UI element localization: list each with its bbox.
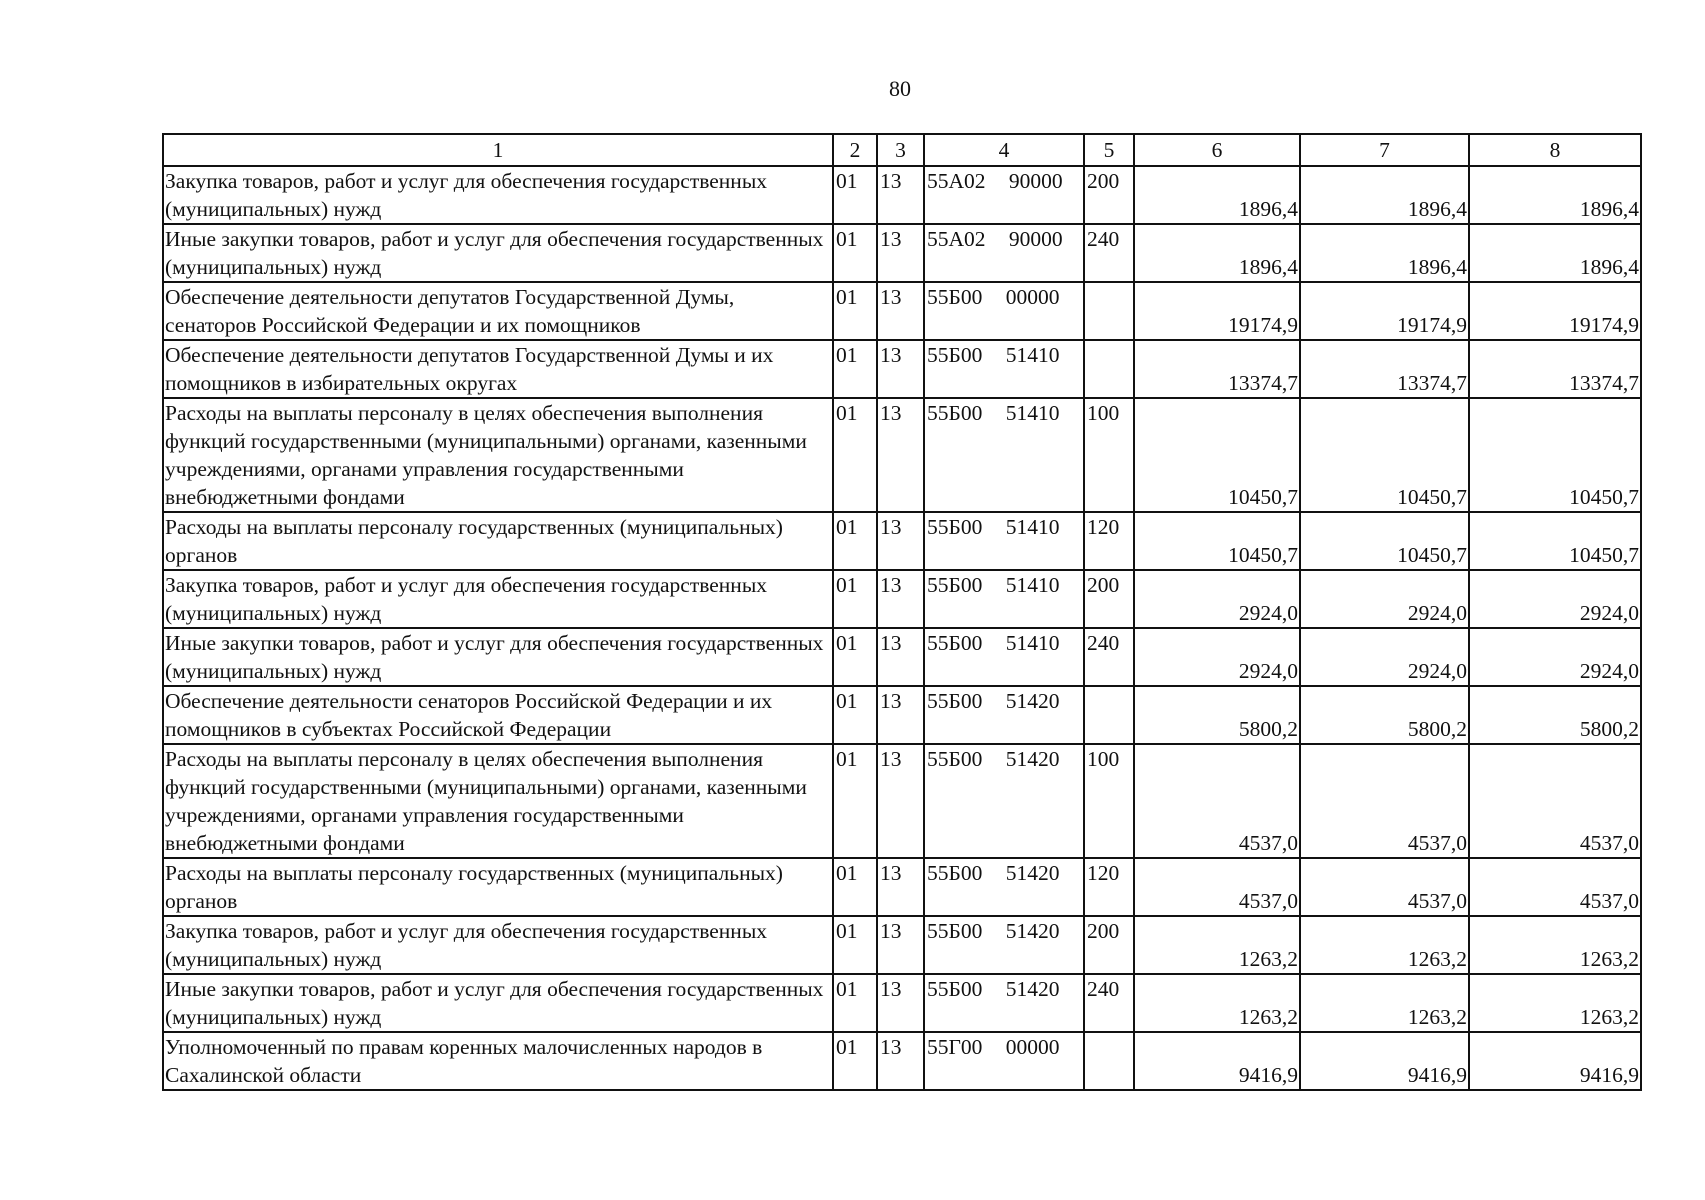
target-article-cell: 55Б00 51420 [924,858,1084,916]
amount-col7-cell: 4537,0 [1300,858,1469,916]
header-cell: 2 [833,134,877,166]
subsection-code-cell: 13 [877,166,924,224]
amount-col8-cell: 13374,7 [1469,340,1641,398]
subsection-code-cell: 13 [877,744,924,858]
amount-col6-cell: 2924,0 [1134,570,1300,628]
amount-col7-cell: 1896,4 [1300,166,1469,224]
header-row [163,134,1641,166]
amount-col8-cell: 1263,2 [1469,916,1641,974]
amount-col6-cell: 1263,2 [1134,916,1300,974]
expense-type-cell: 240 [1084,224,1134,282]
subsection-code-cell: 13 [877,628,924,686]
item-name-cell: Расходы на выплаты персоналу в целях обеспечения выполнения функций государственными (муниципальными) органами, казенными учреждениями, органами управления государственными внебюджетными фондами [163,398,833,512]
table-row [163,628,1641,686]
item-name-cell: Обеспечение деятельности депутатов Государственной Думы и их помощников в избирательных округах [163,340,833,398]
amount-col6-cell: 19174,9 [1134,282,1300,340]
target-article-cell: 55Г00 00000 [924,1032,1084,1090]
section-code-cell: 01 [833,628,877,686]
section-code-cell: 01 [833,744,877,858]
item-name-cell: Закупка товаров, работ и услуг для обеспечения государственных (муниципальных) нужд [163,570,833,628]
section-code-cell: 01 [833,512,877,570]
table-row [163,686,1641,744]
target-article-cell: 55А02 90000 [924,224,1084,282]
amount-col8-cell: 19174,9 [1469,282,1641,340]
amount-col8-cell: 5800,2 [1469,686,1641,744]
table-body [163,166,1641,1090]
expense-type-cell [1084,282,1134,340]
expense-type-cell: 120 [1084,858,1134,916]
table-row [163,166,1641,224]
section-code-cell: 01 [833,974,877,1032]
section-code-cell: 01 [833,282,877,340]
table-row [163,224,1641,282]
section-code-cell: 01 [833,858,877,916]
expense-type-cell: 100 [1084,744,1134,858]
table-row [163,858,1641,916]
target-article-cell: 55Б00 51420 [924,974,1084,1032]
item-name-cell: Закупка товаров, работ и услуг для обеспечения государственных (муниципальных) нужд [163,166,833,224]
section-code-cell: 01 [833,398,877,512]
target-article-cell: 55Б00 00000 [924,282,1084,340]
section-code-cell: 01 [833,686,877,744]
amount-col6-cell: 10450,7 [1134,512,1300,570]
item-name-cell: Расходы на выплаты персоналу государственных (муниципальных) органов [163,858,833,916]
item-name-cell: Иные закупки товаров, работ и услуг для обеспечения государственных (муниципальных) нужд [163,224,833,282]
target-article-cell: 55Б00 51420 [924,686,1084,744]
amount-col6-cell: 4537,0 [1134,858,1300,916]
table-row [163,1032,1641,1090]
table-row [163,974,1641,1032]
amount-col8-cell: 1896,4 [1469,224,1641,282]
section-code-cell: 01 [833,916,877,974]
amount-col8-cell: 2924,0 [1469,570,1641,628]
target-article-cell: 55Б00 51410 [924,570,1084,628]
amount-col8-cell: 10450,7 [1469,512,1641,570]
amount-col6-cell: 2924,0 [1134,628,1300,686]
budget-table [162,133,1642,1091]
item-name-cell: Иные закупки товаров, работ и услуг для обеспечения государственных (муниципальных) нужд [163,974,833,1032]
subsection-code-cell: 13 [877,224,924,282]
amount-col7-cell: 9416,9 [1300,1032,1469,1090]
expense-type-cell: 240 [1084,628,1134,686]
amount-col8-cell: 1263,2 [1469,974,1641,1032]
expense-type-cell: 120 [1084,512,1134,570]
subsection-code-cell: 13 [877,974,924,1032]
amount-col8-cell: 9416,9 [1469,1032,1641,1090]
target-article-cell: 55Б00 51420 [924,916,1084,974]
amount-col6-cell: 10450,7 [1134,398,1300,512]
expense-type-cell: 200 [1084,166,1134,224]
amount-col8-cell: 4537,0 [1469,858,1641,916]
item-name-cell: Уполномоченный по правам коренных малочисленных народов в Сахалинской области [163,1032,833,1090]
amount-col6-cell: 1896,4 [1134,166,1300,224]
expense-type-cell [1084,1032,1134,1090]
target-article-cell: 55Б00 51420 [924,744,1084,858]
header-cell: 1 [163,134,833,166]
subsection-code-cell: 13 [877,398,924,512]
subsection-code-cell: 13 [877,686,924,744]
amount-col7-cell: 19174,9 [1300,282,1469,340]
amount-col7-cell: 2924,0 [1300,628,1469,686]
item-name-cell: Обеспечение деятельности сенаторов Российской Федерации и их помощников в субъектах Российской Федерации [163,686,833,744]
header-cell: 7 [1300,134,1469,166]
amount-col7-cell: 4537,0 [1300,744,1469,858]
target-article-cell: 55Б00 51410 [924,512,1084,570]
page-number: 80 [889,76,911,101]
amount-col8-cell: 4537,0 [1469,744,1641,858]
table-row [163,916,1641,974]
target-article-cell: 55Б00 51410 [924,398,1084,512]
amount-col6-cell: 5800,2 [1134,686,1300,744]
amount-col7-cell: 13374,7 [1300,340,1469,398]
amount-col6-cell: 1263,2 [1134,974,1300,1032]
header-cell: 6 [1134,134,1300,166]
table-row [163,340,1641,398]
subsection-code-cell: 13 [877,512,924,570]
item-name-cell: Обеспечение деятельности депутатов Государственной Думы, сенаторов Российской Федерации и их помощников [163,282,833,340]
section-code-cell: 01 [833,340,877,398]
amount-col7-cell: 10450,7 [1300,398,1469,512]
subsection-code-cell: 13 [877,340,924,398]
target-article-cell: 55А02 90000 [924,166,1084,224]
table-row [163,744,1641,858]
subsection-code-cell: 13 [877,282,924,340]
amount-col7-cell: 1263,2 [1300,916,1469,974]
section-code-cell: 01 [833,570,877,628]
section-code-cell: 01 [833,166,877,224]
header-cell: 3 [877,134,924,166]
amount-col7-cell: 1263,2 [1300,974,1469,1032]
amount-col7-cell: 5800,2 [1300,686,1469,744]
target-article-cell: 55Б00 51410 [924,340,1084,398]
expense-type-cell [1084,686,1134,744]
amount-col8-cell: 2924,0 [1469,628,1641,686]
amount-col7-cell: 1896,4 [1300,224,1469,282]
subsection-code-cell: 13 [877,858,924,916]
expense-type-cell: 100 [1084,398,1134,512]
expense-type-cell: 200 [1084,570,1134,628]
target-article-cell: 55Б00 51410 [924,628,1084,686]
amount-col7-cell: 2924,0 [1300,570,1469,628]
header-cell: 4 [924,134,1084,166]
table-row [163,398,1641,512]
item-name-cell: Закупка товаров, работ и услуг для обеспечения государственных (муниципальных) нужд [163,916,833,974]
subsection-code-cell: 13 [877,916,924,974]
item-name-cell: Расходы на выплаты персоналу государственных (муниципальных) органов [163,512,833,570]
subsection-code-cell: 13 [877,1032,924,1090]
amount-col6-cell: 4537,0 [1134,744,1300,858]
table-row [163,512,1641,570]
expense-type-cell: 240 [1084,974,1134,1032]
amount-col8-cell: 10450,7 [1469,398,1641,512]
section-code-cell: 01 [833,1032,877,1090]
amount-col7-cell: 10450,7 [1300,512,1469,570]
amount-col6-cell: 9416,9 [1134,1032,1300,1090]
amount-col6-cell: 1896,4 [1134,224,1300,282]
expense-type-cell [1084,340,1134,398]
item-name-cell: Расходы на выплаты персоналу в целях обеспечения выполнения функций государственными (муниципальными) органами, казенными учреждениями, органами управления государственными внебюджетными фондами [163,744,833,858]
header-cell: 5 [1084,134,1134,166]
table-row [163,282,1641,340]
table-row [163,570,1641,628]
amount-col6-cell: 13374,7 [1134,340,1300,398]
subsection-code-cell: 13 [877,570,924,628]
header-cell: 8 [1469,134,1641,166]
expense-type-cell: 200 [1084,916,1134,974]
amount-col8-cell: 1896,4 [1469,166,1641,224]
item-name-cell: Иные закупки товаров, работ и услуг для обеспечения государственных (муниципальных) нужд [163,628,833,686]
section-code-cell: 01 [833,224,877,282]
